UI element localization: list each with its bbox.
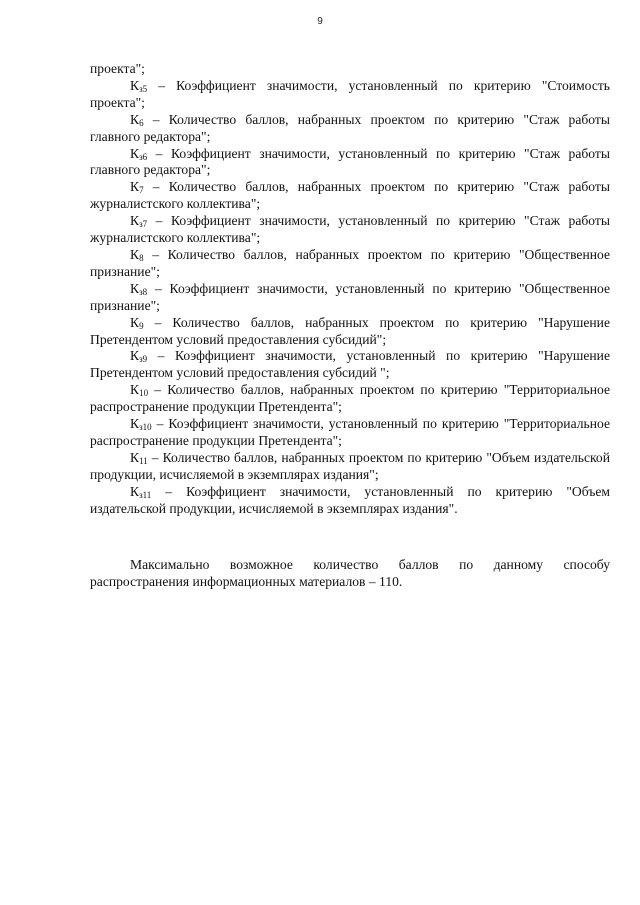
- coefficient-symbol: К: [130, 314, 140, 330]
- definition-k9: [90, 315, 610, 349]
- definition-kz11: [90, 484, 610, 518]
- coefficient-subscript: з10: [139, 422, 152, 433]
- coefficient-symbol: К: [130, 483, 140, 499]
- definition-text: – Количество баллов, набранных проектом по критерию "Объем издательской продукции, исчисляемой в экземплярах издания";: [90, 449, 610, 482]
- coefficient-subscript: з11: [139, 489, 152, 500]
- definition-kz7: [90, 213, 610, 247]
- definition-k8: [90, 247, 610, 281]
- definition-k10: [90, 382, 610, 416]
- definition-continuation: [90, 61, 610, 78]
- coefficient-subscript: з5: [139, 83, 148, 94]
- coefficient-subscript: з6: [139, 151, 148, 162]
- definition-kz9: [90, 348, 610, 382]
- coefficient-subscript: з7: [139, 219, 148, 230]
- coefficient-subscript: 9: [139, 320, 144, 331]
- definition-k11: [90, 450, 610, 484]
- coefficient-subscript: 10: [139, 388, 149, 399]
- definition-kz8: [90, 281, 610, 315]
- definition-text: – Коэффициент значимости, установленный по критерию "Стаж работы главного редактора";: [90, 145, 610, 178]
- definition-text: – Количество баллов, набранных проектом по критерию "Нарушение Претендентом условий предоставления субсидий";: [90, 314, 610, 347]
- definition-text: – Количество баллов, набранных проектом по критерию "Стаж работы журналистского коллектива";: [90, 179, 610, 212]
- definition-kz10: [90, 416, 610, 450]
- definition-k7: [90, 179, 610, 213]
- definition-text: – Коэффициент значимости, установленный по критерию "Территориальное распространение продукции Претендента";: [90, 416, 610, 448]
- coefficient-symbol: К: [130, 77, 140, 93]
- coefficient-subscript: з8: [139, 286, 148, 297]
- coefficient-subscript: 7: [139, 185, 144, 196]
- coefficient-symbol: К: [130, 449, 140, 465]
- definition-kz6: [90, 146, 610, 180]
- definition-text: – Количество баллов, набранных проектом по критерию "Территориальное распространение продукции Претендента";: [90, 382, 610, 415]
- coefficient-symbol: К: [130, 382, 140, 398]
- coefficient-symbol: К: [130, 213, 140, 229]
- definition-text: – Коэффициент значимости, установленный по критерию "Стаж работы журналистского коллектива";: [90, 213, 610, 246]
- coefficient-symbol: К: [130, 111, 140, 127]
- coefficient-symbol: К: [130, 179, 140, 195]
- definition-k6: [90, 112, 610, 146]
- coefficient-symbol: К: [130, 348, 140, 364]
- coefficient-symbol: К: [130, 416, 140, 432]
- coefficient-subscript: 11: [139, 455, 148, 466]
- coefficient-subscript: 8: [139, 252, 144, 263]
- definition-text: – Коэффициент значимости, установленный по критерию "Нарушение Претендентом условий предоставления субсидий ";: [90, 348, 610, 381]
- definition-text: – Коэффициент значимости, установленный по критерию "Общественное признание";: [90, 280, 610, 313]
- definition-kz5: [90, 78, 610, 112]
- coefficient-symbol: К: [130, 280, 140, 296]
- coefficient-subscript: 6: [139, 117, 144, 128]
- definition-text: – Количество баллов, набранных проектом по критерию "Общественное признание";: [90, 246, 610, 279]
- max-score-summary: Максимально возможное количество баллов по данному способу распространения информационных материалов – 110.: [90, 557, 610, 590]
- definition-text: – Коэффициент значимости, установленный по критерию "Стоимость проекта";: [90, 77, 610, 110]
- page-number: 9: [317, 16, 323, 27]
- coefficient-subscript: з9: [139, 354, 148, 365]
- definition-text: – Коэффициент значимости, установленный по критерию "Объем издательской продукции, исчисляемой в экземплярах издания".: [90, 483, 610, 516]
- definition-text: – Количество баллов, набранных проектом по критерию "Стаж работы главного редактора";: [90, 111, 610, 144]
- coefficient-symbol: К: [130, 145, 140, 161]
- paragraph-spacer: [90, 517, 610, 557]
- definition-text: проекта";: [90, 61, 145, 76]
- coefficient-symbol: К: [130, 246, 140, 262]
- document-body: [90, 61, 610, 591]
